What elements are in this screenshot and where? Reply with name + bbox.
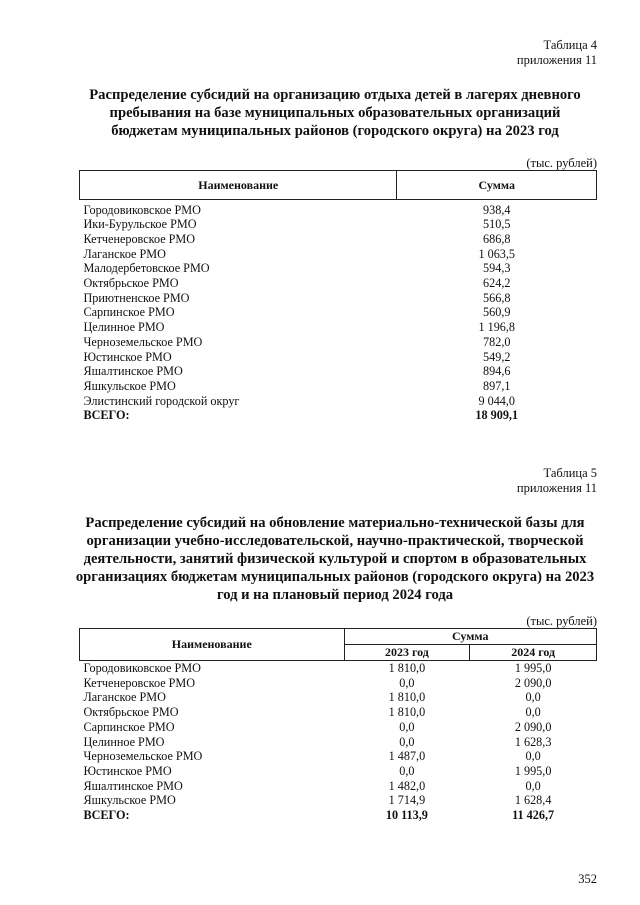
row-value-2024: 1 628,4 [514, 793, 552, 808]
total-2024: 11 426,7 [512, 808, 555, 823]
row-name: Лаганское РМО [83, 246, 166, 261]
table5-col-2023-header: 2023 год [344, 645, 470, 661]
table-row [80, 291, 597, 306]
row-name: Юстинское РМО [83, 763, 172, 778]
row-value: 9 044,0 [478, 393, 516, 408]
table5-col-sum-header: Сумма [344, 629, 596, 645]
row-name: Малодербетовское РМО [83, 261, 210, 276]
row-name: Яшкульское РМО [83, 793, 176, 808]
row-value: 560,9 [483, 305, 511, 320]
table-row [80, 793, 597, 808]
table4-body [80, 200, 597, 424]
row-name: Лаганское РМО [83, 690, 166, 705]
row-value-2024: 0,0 [525, 778, 541, 793]
table5 [79, 628, 597, 823]
table5-body [80, 661, 597, 823]
table-row [80, 350, 597, 365]
row-name: Кетченеровское РМО [83, 675, 196, 690]
row-value: 894,6 [483, 364, 511, 379]
table-row [80, 247, 597, 262]
table-row [80, 305, 597, 320]
table4-reference [517, 38, 597, 68]
row-name: Черноземельское РМО [83, 334, 203, 349]
table5-col-2024-header: 2024 год [470, 645, 597, 661]
table-row [80, 661, 597, 676]
table5-ref-line2: приложения 11 [516, 481, 597, 495]
row-name: Городовиковское РМО [83, 661, 201, 675]
table-row [80, 320, 597, 335]
row-value-2023: 1 810,0 [388, 705, 426, 720]
table-row [80, 261, 597, 276]
row-name: Черноземельское РМО [83, 749, 203, 764]
row-name: Яшалтинское РМО [83, 364, 183, 379]
table4-unit: (тыс. рублей) [526, 156, 597, 170]
table-row [80, 276, 597, 291]
total-row [80, 808, 597, 823]
row-value-2024: 0,0 [525, 690, 541, 705]
row-value-2024: 1 995,0 [514, 763, 552, 778]
row-value: 566,8 [483, 290, 511, 305]
row-name: Приютненское РМО [83, 290, 190, 305]
row-value-2023: 0,0 [399, 675, 415, 690]
table-row [80, 735, 597, 750]
row-value-2024: 2 090,0 [514, 719, 552, 734]
table4-title: Распределение субсидий на организацию отдыха детей в лагерях дневного пребывания на базе муниципальных образовательных организаций бюджетам муниципальных районов (городского округа) на 2023 год [89, 87, 581, 139]
row-value-2023: 1 810,0 [388, 661, 426, 675]
total-2023: 10 113,9 [385, 808, 428, 823]
total-label: ВСЕГО: [83, 808, 130, 823]
row-name: Ики-Бурульское РМО [83, 217, 197, 232]
page-number: 352 [578, 872, 597, 886]
row-value: 1 196,8 [478, 320, 516, 335]
row-name: Октябрьское РМО [83, 276, 179, 291]
table4-ref-line1: Таблица 4 [543, 38, 597, 52]
row-value-2024: 2 090,0 [514, 675, 552, 690]
row-value-2024: 1 628,3 [514, 734, 552, 749]
row-value-2023: 0,0 [399, 763, 415, 778]
table4-col-name-header: Наименование [80, 171, 397, 200]
row-value-2023: 1 487,0 [388, 749, 426, 764]
table4 [79, 170, 597, 423]
row-name: Юстинское РМО [83, 349, 172, 364]
row-value: 782,0 [483, 334, 511, 349]
table5-col-name-header: Наименование [80, 629, 345, 661]
row-name: Яшкульское РМО [83, 378, 176, 393]
table-row [80, 217, 597, 232]
table-row [80, 203, 597, 218]
row-value: 897,1 [483, 378, 511, 393]
total-row [80, 408, 597, 423]
table5-reference [517, 466, 597, 496]
table5-ref-line1: Таблица 5 [543, 466, 597, 480]
table-row [80, 705, 597, 720]
table-row [80, 749, 597, 764]
row-value: 1 063,5 [478, 246, 516, 261]
row-value: 594,3 [483, 261, 511, 276]
row-name: Яшалтинское РМО [83, 778, 183, 793]
row-name: Элистинский городской округ [83, 393, 240, 408]
row-value: 549,2 [483, 349, 511, 364]
row-value-2023: 0,0 [399, 734, 415, 749]
row-value: 624,2 [483, 276, 511, 291]
row-value-2023: 1 482,0 [388, 778, 426, 793]
total-label: ВСЕГО: [83, 408, 130, 423]
row-name: Целинное РМО [83, 734, 165, 749]
total-value: 18 909,1 [475, 408, 519, 423]
table-row [80, 720, 597, 735]
row-name: Кетченеровское РМО [83, 231, 196, 246]
row-value-2024: 0,0 [525, 705, 541, 720]
table-row [80, 335, 597, 350]
row-name: Сарпинское РМО [83, 305, 175, 320]
row-name: Сарпинское РМО [83, 719, 175, 734]
table5-title: Распределение субсидий на обновление материально-технической базы для организации учебно-исследовательской, научно-практической, творческой деятельности, занятий физической культурой и спортом в образовательных организациях бюджетам муниципальных районов (городского округа) на 2023 год и на плановый период 2024 года [75, 515, 595, 603]
row-name: Целинное РМО [83, 320, 165, 335]
row-value: 938,4 [483, 202, 511, 217]
row-name: Городовиковское РМО [83, 202, 201, 217]
row-value-2024: 1 995,0 [514, 661, 552, 675]
table-row [80, 364, 597, 379]
table5-unit: (тыс. рублей) [526, 614, 597, 628]
table-row [80, 394, 597, 409]
row-value-2024: 0,0 [525, 749, 541, 764]
row-value: 510,5 [483, 217, 511, 232]
row-value-2023: 1 810,0 [388, 690, 426, 705]
row-value-2023: 1 714,9 [388, 793, 426, 808]
row-value: 686,8 [483, 231, 511, 246]
row-name: Октябрьское РМО [83, 705, 179, 720]
table-row [80, 676, 597, 691]
table-row [80, 779, 597, 794]
table4-ref-line2: приложения 11 [516, 53, 597, 67]
row-value-2023: 0,0 [399, 719, 415, 734]
table-row [80, 690, 597, 705]
table-row [80, 232, 597, 247]
table-row [80, 379, 597, 394]
table-row [80, 764, 597, 779]
table4-col-sum-header: Сумма [397, 171, 597, 200]
